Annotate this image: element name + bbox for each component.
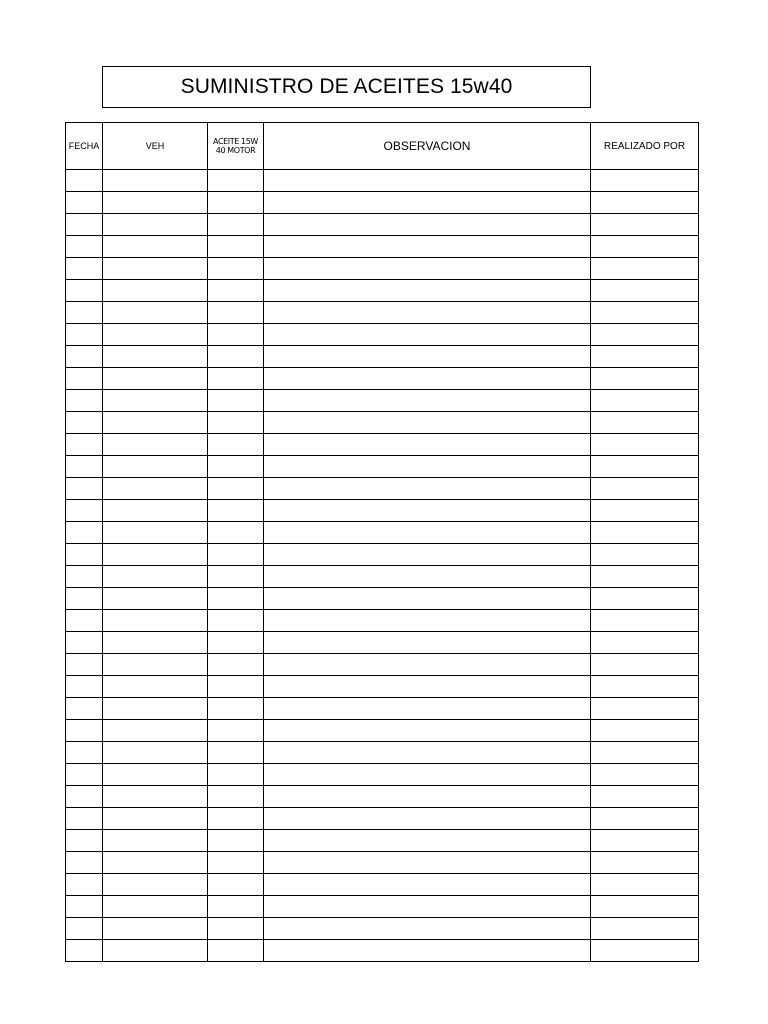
table-row bbox=[66, 588, 699, 610]
cell-aceite bbox=[208, 302, 264, 324]
table-row bbox=[66, 720, 699, 742]
table-row bbox=[66, 852, 699, 874]
cell-veh bbox=[103, 302, 208, 324]
cell-observacion bbox=[264, 940, 591, 962]
table-row bbox=[66, 170, 699, 192]
cell-fecha bbox=[66, 566, 103, 588]
table-body bbox=[66, 170, 699, 962]
cell-observacion bbox=[264, 434, 591, 456]
cell-realizado-por bbox=[591, 852, 699, 874]
table-row bbox=[66, 500, 699, 522]
cell-realizado-por bbox=[591, 192, 699, 214]
cell-fecha bbox=[66, 390, 103, 412]
cell-fecha bbox=[66, 764, 103, 786]
cell-veh bbox=[103, 676, 208, 698]
cell-veh bbox=[103, 500, 208, 522]
cell-aceite bbox=[208, 324, 264, 346]
cell-veh bbox=[103, 258, 208, 280]
cell-fecha bbox=[66, 170, 103, 192]
cell-aceite bbox=[208, 632, 264, 654]
cell-observacion bbox=[264, 786, 591, 808]
cell-realizado-por bbox=[591, 632, 699, 654]
table-row bbox=[66, 566, 699, 588]
cell-fecha bbox=[66, 808, 103, 830]
cell-aceite bbox=[208, 368, 264, 390]
cell-realizado-por bbox=[591, 478, 699, 500]
cell-aceite bbox=[208, 522, 264, 544]
cell-observacion bbox=[264, 698, 591, 720]
cell-observacion bbox=[264, 236, 591, 258]
cell-fecha bbox=[66, 896, 103, 918]
cell-realizado-por bbox=[591, 544, 699, 566]
cell-aceite bbox=[208, 852, 264, 874]
cell-observacion bbox=[264, 324, 591, 346]
column-header-fecha: FECHA bbox=[66, 123, 103, 170]
cell-realizado-por bbox=[591, 258, 699, 280]
cell-veh bbox=[103, 368, 208, 390]
cell-veh bbox=[103, 214, 208, 236]
cell-aceite bbox=[208, 588, 264, 610]
cell-veh bbox=[103, 698, 208, 720]
cell-observacion bbox=[264, 500, 591, 522]
cell-realizado-por bbox=[591, 236, 699, 258]
cell-realizado-por bbox=[591, 324, 699, 346]
cell-realizado-por bbox=[591, 830, 699, 852]
cell-realizado-por bbox=[591, 676, 699, 698]
cell-observacion bbox=[264, 544, 591, 566]
cell-aceite bbox=[208, 500, 264, 522]
cell-fecha bbox=[66, 588, 103, 610]
cell-realizado-por bbox=[591, 764, 699, 786]
table-row bbox=[66, 874, 699, 896]
table-row bbox=[66, 764, 699, 786]
cell-veh bbox=[103, 940, 208, 962]
cell-aceite bbox=[208, 214, 264, 236]
cell-veh bbox=[103, 346, 208, 368]
cell-veh bbox=[103, 412, 208, 434]
cell-fecha bbox=[66, 874, 103, 896]
table-row bbox=[66, 544, 699, 566]
cell-observacion bbox=[264, 676, 591, 698]
cell-fecha bbox=[66, 698, 103, 720]
table-row bbox=[66, 676, 699, 698]
table-row bbox=[66, 192, 699, 214]
cell-realizado-por bbox=[591, 390, 699, 412]
cell-observacion bbox=[264, 830, 591, 852]
cell-veh bbox=[103, 610, 208, 632]
cell-observacion bbox=[264, 280, 591, 302]
cell-observacion bbox=[264, 456, 591, 478]
cell-aceite bbox=[208, 544, 264, 566]
cell-observacion bbox=[264, 346, 591, 368]
cell-realizado-por bbox=[591, 412, 699, 434]
cell-aceite bbox=[208, 808, 264, 830]
cell-realizado-por bbox=[591, 742, 699, 764]
cell-veh bbox=[103, 720, 208, 742]
cell-veh bbox=[103, 588, 208, 610]
cell-veh bbox=[103, 896, 208, 918]
cell-aceite bbox=[208, 390, 264, 412]
cell-observacion bbox=[264, 808, 591, 830]
table-row bbox=[66, 830, 699, 852]
cell-fecha bbox=[66, 522, 103, 544]
cell-observacion bbox=[264, 478, 591, 500]
cell-realizado-por bbox=[591, 368, 699, 390]
cell-veh bbox=[103, 742, 208, 764]
cell-veh bbox=[103, 808, 208, 830]
table-row bbox=[66, 808, 699, 830]
cell-fecha bbox=[66, 324, 103, 346]
table-row bbox=[66, 412, 699, 434]
cell-veh bbox=[103, 830, 208, 852]
cell-realizado-por bbox=[591, 280, 699, 302]
table-row bbox=[66, 324, 699, 346]
cell-observacion bbox=[264, 170, 591, 192]
cell-veh bbox=[103, 654, 208, 676]
cell-fecha bbox=[66, 786, 103, 808]
table-row bbox=[66, 896, 699, 918]
cell-veh bbox=[103, 236, 208, 258]
cell-fecha bbox=[66, 368, 103, 390]
cell-observacion bbox=[264, 566, 591, 588]
cell-realizado-por bbox=[591, 566, 699, 588]
table-row bbox=[66, 918, 699, 940]
cell-veh bbox=[103, 324, 208, 346]
cell-realizado-por bbox=[591, 698, 699, 720]
cell-observacion bbox=[264, 764, 591, 786]
cell-aceite bbox=[208, 874, 264, 896]
column-header-aceite bbox=[208, 123, 264, 170]
cell-fecha bbox=[66, 236, 103, 258]
cell-fecha bbox=[66, 610, 103, 632]
table-row bbox=[66, 940, 699, 962]
cell-aceite bbox=[208, 192, 264, 214]
cell-observacion bbox=[264, 258, 591, 280]
cell-aceite bbox=[208, 676, 264, 698]
cell-realizado-por bbox=[591, 808, 699, 830]
cell-fecha bbox=[66, 720, 103, 742]
cell-fecha bbox=[66, 654, 103, 676]
table-row bbox=[66, 434, 699, 456]
cell-aceite bbox=[208, 566, 264, 588]
document-title bbox=[102, 66, 591, 108]
cell-veh bbox=[103, 522, 208, 544]
cell-aceite bbox=[208, 742, 264, 764]
cell-veh bbox=[103, 852, 208, 874]
cell-fecha bbox=[66, 544, 103, 566]
cell-aceite bbox=[208, 258, 264, 280]
table-row bbox=[66, 456, 699, 478]
cell-realizado-por bbox=[591, 434, 699, 456]
cell-fecha bbox=[66, 676, 103, 698]
cell-veh bbox=[103, 456, 208, 478]
cell-observacion bbox=[264, 588, 591, 610]
cell-aceite bbox=[208, 786, 264, 808]
cell-aceite bbox=[208, 830, 264, 852]
table-row bbox=[66, 786, 699, 808]
cell-fecha bbox=[66, 852, 103, 874]
table-row bbox=[66, 698, 699, 720]
header-row bbox=[66, 123, 699, 170]
cell-fecha bbox=[66, 500, 103, 522]
cell-veh bbox=[103, 434, 208, 456]
column-header-realizado-por: REALIZADO POR bbox=[591, 123, 699, 170]
cell-aceite bbox=[208, 764, 264, 786]
cell-veh bbox=[103, 390, 208, 412]
cell-fecha bbox=[66, 830, 103, 852]
cell-aceite bbox=[208, 434, 264, 456]
cell-veh bbox=[103, 544, 208, 566]
table-row bbox=[66, 368, 699, 390]
cell-fecha bbox=[66, 918, 103, 940]
cell-veh bbox=[103, 918, 208, 940]
cell-observacion bbox=[264, 522, 591, 544]
cell-observacion bbox=[264, 654, 591, 676]
cell-realizado-por bbox=[591, 500, 699, 522]
cell-veh bbox=[103, 632, 208, 654]
table-row bbox=[66, 654, 699, 676]
cell-observacion bbox=[264, 192, 591, 214]
cell-aceite bbox=[208, 456, 264, 478]
cell-realizado-por bbox=[591, 170, 699, 192]
cell-veh bbox=[103, 170, 208, 192]
cell-realizado-por bbox=[591, 346, 699, 368]
column-header-aceite-line2: 40 MOTOR bbox=[215, 146, 256, 155]
cell-observacion bbox=[264, 368, 591, 390]
cell-veh bbox=[103, 478, 208, 500]
column-header-observacion: OBSERVACION bbox=[264, 123, 591, 170]
cell-realizado-por bbox=[591, 214, 699, 236]
cell-fecha bbox=[66, 192, 103, 214]
cell-observacion bbox=[264, 412, 591, 434]
cell-observacion bbox=[264, 720, 591, 742]
table-row bbox=[66, 522, 699, 544]
table-row bbox=[66, 478, 699, 500]
cell-aceite bbox=[208, 918, 264, 940]
cell-fecha bbox=[66, 742, 103, 764]
cell-realizado-por bbox=[591, 940, 699, 962]
cell-aceite bbox=[208, 896, 264, 918]
cell-realizado-por bbox=[591, 918, 699, 940]
cell-aceite bbox=[208, 610, 264, 632]
cell-aceite bbox=[208, 412, 264, 434]
cell-aceite bbox=[208, 170, 264, 192]
table-row bbox=[66, 346, 699, 368]
cell-fecha bbox=[66, 456, 103, 478]
cell-realizado-por bbox=[591, 456, 699, 478]
cell-fecha bbox=[66, 280, 103, 302]
cell-aceite bbox=[208, 720, 264, 742]
cell-aceite bbox=[208, 654, 264, 676]
column-header-aceite-line1: ACEITE 15W bbox=[213, 137, 258, 146]
table-row bbox=[66, 214, 699, 236]
cell-fecha bbox=[66, 214, 103, 236]
cell-fecha bbox=[66, 478, 103, 500]
cell-realizado-por bbox=[591, 588, 699, 610]
cell-fecha bbox=[66, 346, 103, 368]
cell-observacion bbox=[264, 852, 591, 874]
cell-realizado-por bbox=[591, 610, 699, 632]
table-row bbox=[66, 610, 699, 632]
cell-aceite bbox=[208, 346, 264, 368]
cell-observacion bbox=[264, 214, 591, 236]
cell-fecha bbox=[66, 258, 103, 280]
cell-aceite bbox=[208, 236, 264, 258]
table-row bbox=[66, 280, 699, 302]
cell-observacion bbox=[264, 918, 591, 940]
cell-observacion bbox=[264, 390, 591, 412]
table-row bbox=[66, 258, 699, 280]
cell-veh bbox=[103, 874, 208, 896]
table-row bbox=[66, 742, 699, 764]
cell-aceite bbox=[208, 478, 264, 500]
document-title-text: SUMINISTRO DE ACEITES 15w40 bbox=[180, 75, 513, 98]
cell-aceite bbox=[208, 280, 264, 302]
cell-fecha bbox=[66, 434, 103, 456]
cell-observacion bbox=[264, 742, 591, 764]
cell-realizado-por bbox=[591, 874, 699, 896]
cell-realizado-por bbox=[591, 522, 699, 544]
cell-fecha bbox=[66, 412, 103, 434]
table-row bbox=[66, 632, 699, 654]
cell-observacion bbox=[264, 874, 591, 896]
cell-veh bbox=[103, 192, 208, 214]
cell-fecha bbox=[66, 940, 103, 962]
cell-realizado-por bbox=[591, 302, 699, 324]
cell-realizado-por bbox=[591, 654, 699, 676]
cell-observacion bbox=[264, 896, 591, 918]
table-row bbox=[66, 302, 699, 324]
table-row bbox=[66, 236, 699, 258]
cell-veh bbox=[103, 764, 208, 786]
cell-aceite bbox=[208, 940, 264, 962]
cell-veh bbox=[103, 566, 208, 588]
cell-realizado-por bbox=[591, 896, 699, 918]
cell-fecha bbox=[66, 302, 103, 324]
cell-veh bbox=[103, 280, 208, 302]
cell-observacion bbox=[264, 632, 591, 654]
oil-supply-log-table bbox=[65, 122, 699, 962]
cell-realizado-por bbox=[591, 720, 699, 742]
cell-observacion bbox=[264, 302, 591, 324]
cell-aceite bbox=[208, 698, 264, 720]
column-header-veh: VEH bbox=[103, 123, 208, 170]
cell-veh bbox=[103, 786, 208, 808]
cell-realizado-por bbox=[591, 786, 699, 808]
cell-fecha bbox=[66, 632, 103, 654]
table-row bbox=[66, 390, 699, 412]
cell-observacion bbox=[264, 610, 591, 632]
